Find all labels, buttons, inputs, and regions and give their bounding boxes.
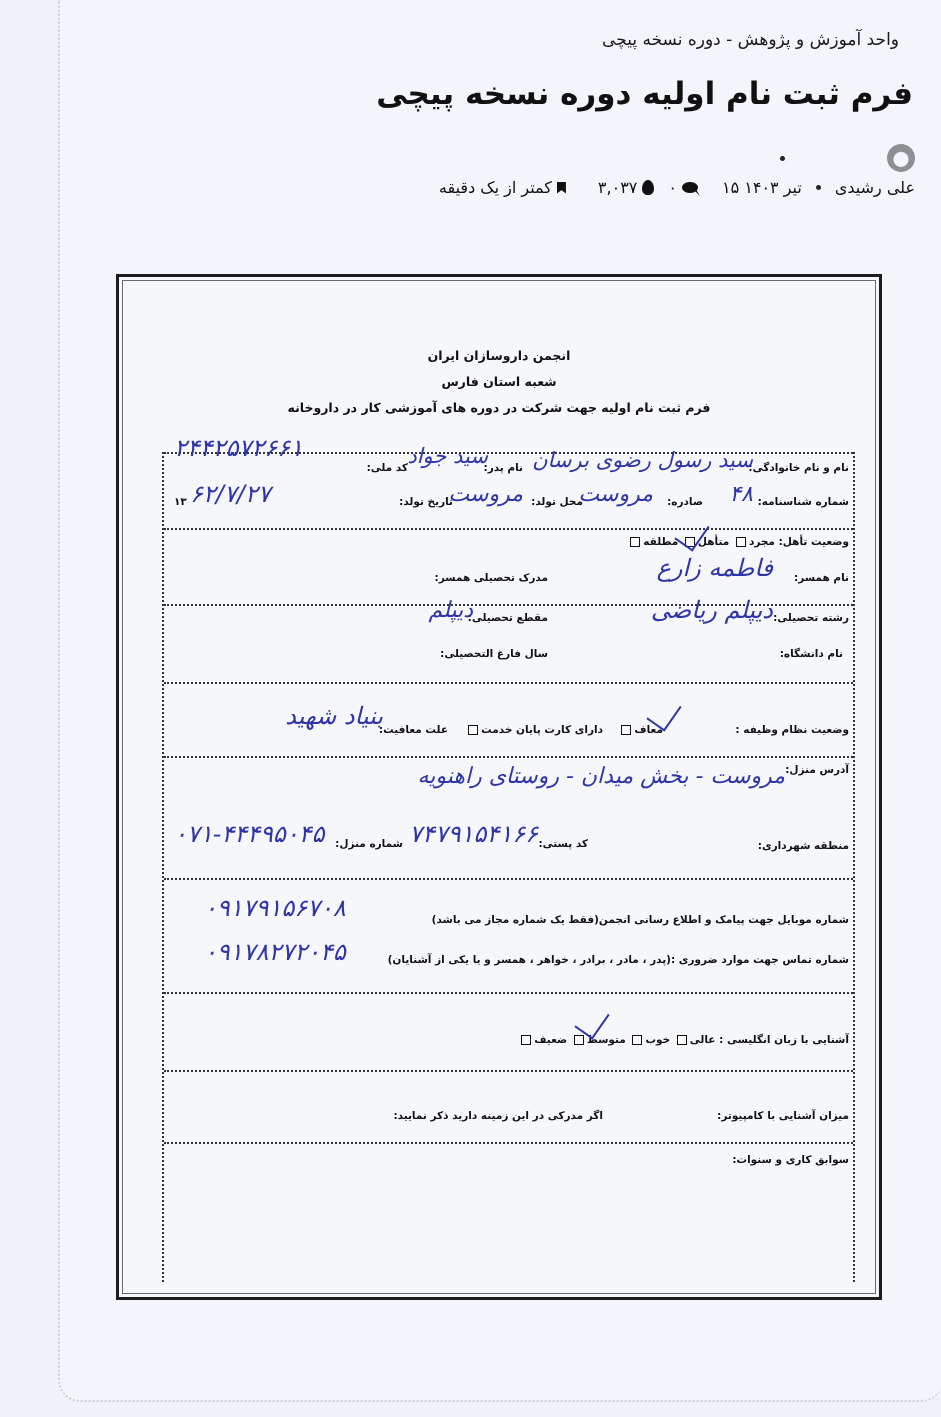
divider <box>164 1070 853 1072</box>
flame-icon <box>642 180 654 195</box>
marital-status-label: وضعیت تأهل: <box>778 536 849 548</box>
bookmark-icon <box>557 182 566 194</box>
option-single: مجرد <box>748 536 775 548</box>
spouse-education-label: مدرک تحصیلی همسر: <box>434 572 548 584</box>
option-weak: ضعیف <box>534 1034 568 1046</box>
computer-skill-label: میزان آشنایی با کامپیوتر: <box>717 1110 849 1122</box>
divider <box>164 682 853 684</box>
english-level-label: آشنایی با زبان انگلیسی : <box>719 1034 849 1046</box>
emergency-phone-value: ۰۹۱۷۸۲۷۲۰۴۵ <box>204 938 346 966</box>
read-time-text: کمتر از یک دقیقه <box>438 178 552 197</box>
id-number-label: شماره شناسنامه: <box>757 496 849 508</box>
read-time <box>439 178 566 197</box>
emergency-phone-label: شماره تماس جهت موارد ضروری :(پدر ، مادر ، برادر ، خواهر ، همسر و یا یکی از آشنایان) <box>387 954 849 966</box>
separator-dot <box>816 185 821 190</box>
national-id-value: ۲۴۴۲۵۷۲۶۶۱ <box>174 434 303 462</box>
issued-value: مروست <box>578 482 653 507</box>
postal-code-label: کد پستی: <box>538 838 588 850</box>
home-phone-label: شماره منزل: <box>335 838 403 850</box>
form-header <box>119 343 879 421</box>
graduation-year-label: سال فارغ التحصیلی: <box>440 648 548 660</box>
exemption-reason-value: بنیاد شهید <box>285 702 383 730</box>
father-name-label: نام پدر: <box>483 462 523 474</box>
post-date <box>722 178 802 197</box>
national-id-label: کد ملی: <box>366 462 408 474</box>
checkbox-single[interactable] <box>736 537 746 547</box>
checkbox-divorced[interactable] <box>630 537 640 547</box>
degree-value: دیپلم <box>428 598 473 623</box>
form-grid <box>162 434 855 1282</box>
address-value: مروست - بخش میدان - روستای راهنویه <box>417 764 785 789</box>
chat-bubbles-icon <box>682 182 698 193</box>
address-label: آدرس منزل: <box>785 764 849 776</box>
checkbox-exempt[interactable] <box>621 725 631 735</box>
post-title: فرم ثبت نام اولیه دوره نسخه پیچی <box>376 76 913 112</box>
university-label: نام دانشگاه: <box>779 648 843 660</box>
municipality-zone-label: منطقه شهرداری: <box>757 840 849 852</box>
checkbox-weak[interactable] <box>521 1035 531 1045</box>
author-name: علی رشیدی <box>834 178 915 197</box>
birth-date-prefix: ۱۳ <box>174 496 187 508</box>
major-label: رشته تحصیلی: <box>773 612 849 624</box>
postal-code-value: ۷۴۷۹۱۵۴۱۶۶ <box>409 820 538 848</box>
major-value: دیپلم ریاضی <box>650 596 773 624</box>
branch-name: شعبه استان فارس <box>441 374 557 389</box>
comments-count-text: ۰ <box>668 178 677 197</box>
option-medium: متوسط <box>586 1034 626 1046</box>
scanned-registration-form <box>116 274 882 1300</box>
degree-label: مقطع تحصیلی: <box>467 612 548 624</box>
spouse-name-value: فاطمه زارع <box>656 554 773 582</box>
exemption-reason-label: علت معافیت: <box>378 724 448 736</box>
checkbox-excellent[interactable] <box>677 1035 687 1045</box>
military-status-label: وضعیت نظام وظیفه : <box>735 724 849 736</box>
spouse-name-label: نام همسر: <box>794 572 849 584</box>
birth-place-value: مروست <box>448 482 523 507</box>
org-name: انجمن داروسازان ایران <box>427 348 571 363</box>
computer-certificate-label: اگر مدرکی در این زمینه دارید ذکر نمایید: <box>393 1110 603 1122</box>
divider <box>164 992 853 994</box>
option-excellent: عالی <box>689 1034 716 1046</box>
option-exempt: معاف <box>634 724 663 736</box>
option-good: خوب <box>645 1034 671 1046</box>
author-link[interactable] <box>835 178 915 197</box>
form-subtitle: فرم ثبت نام اولیه جهت شرکت در دوره های آموزشی کار در داروخانه <box>287 400 711 415</box>
option-married: متأهل <box>697 536 730 548</box>
mobile-value: ۰۹۱۷۹۱۵۶۷۰۸ <box>204 894 346 922</box>
comments-count[interactable] <box>668 178 698 197</box>
option-divorced: مطلقه <box>643 536 679 548</box>
checkbox-service-card[interactable] <box>468 725 478 735</box>
views-count-text: ۳,۰۳۷ <box>597 178 638 197</box>
father-name-value: سید جواد <box>407 444 488 468</box>
user-avatar-icon[interactable] <box>887 144 915 172</box>
full-name-label: نام و نام خانوادگی: <box>748 462 849 474</box>
mobile-label: شماره موبایل جهت پیامک و اطلاع رسانی انجمن(فقط یک شماره مجاز می باشد) <box>431 914 849 926</box>
work-history-label: سوابق کاری و سنوات: <box>732 1154 849 1166</box>
marital-status-group <box>627 536 849 548</box>
post-category[interactable]: واحد آموزش و پژوهش - دوره نسخه پیچی <box>602 30 899 50</box>
separator-dot <box>780 156 785 161</box>
id-number-value: ۴۸ <box>729 482 753 507</box>
divider <box>164 756 853 758</box>
post-meta <box>439 178 915 197</box>
military-card-group <box>465 724 603 736</box>
english-level-group <box>518 1034 849 1046</box>
checkbox-good[interactable] <box>632 1035 642 1045</box>
birth-date-value: ۶۲/۷/۲۷ <box>190 480 271 508</box>
divider <box>164 1142 853 1144</box>
date-text: ۱۵ تیر ۱۴۰۳ <box>721 178 802 197</box>
divider <box>164 528 853 530</box>
views-count <box>598 178 654 197</box>
option-service-card: دارای کارت پایان خدمت <box>481 724 603 736</box>
birth-date-label: تاریخ تولد: <box>399 496 453 508</box>
checkbox-medium[interactable] <box>574 1035 584 1045</box>
home-phone-value: ۰۷۱-۴۴۴۹۵۰۴۵ <box>174 820 325 848</box>
full-name-value: سید رسول رضوی برسان <box>532 448 753 472</box>
issued-label: صادره: <box>667 496 703 508</box>
birth-place-label: محل تولد: <box>531 496 583 508</box>
divider <box>164 878 853 880</box>
